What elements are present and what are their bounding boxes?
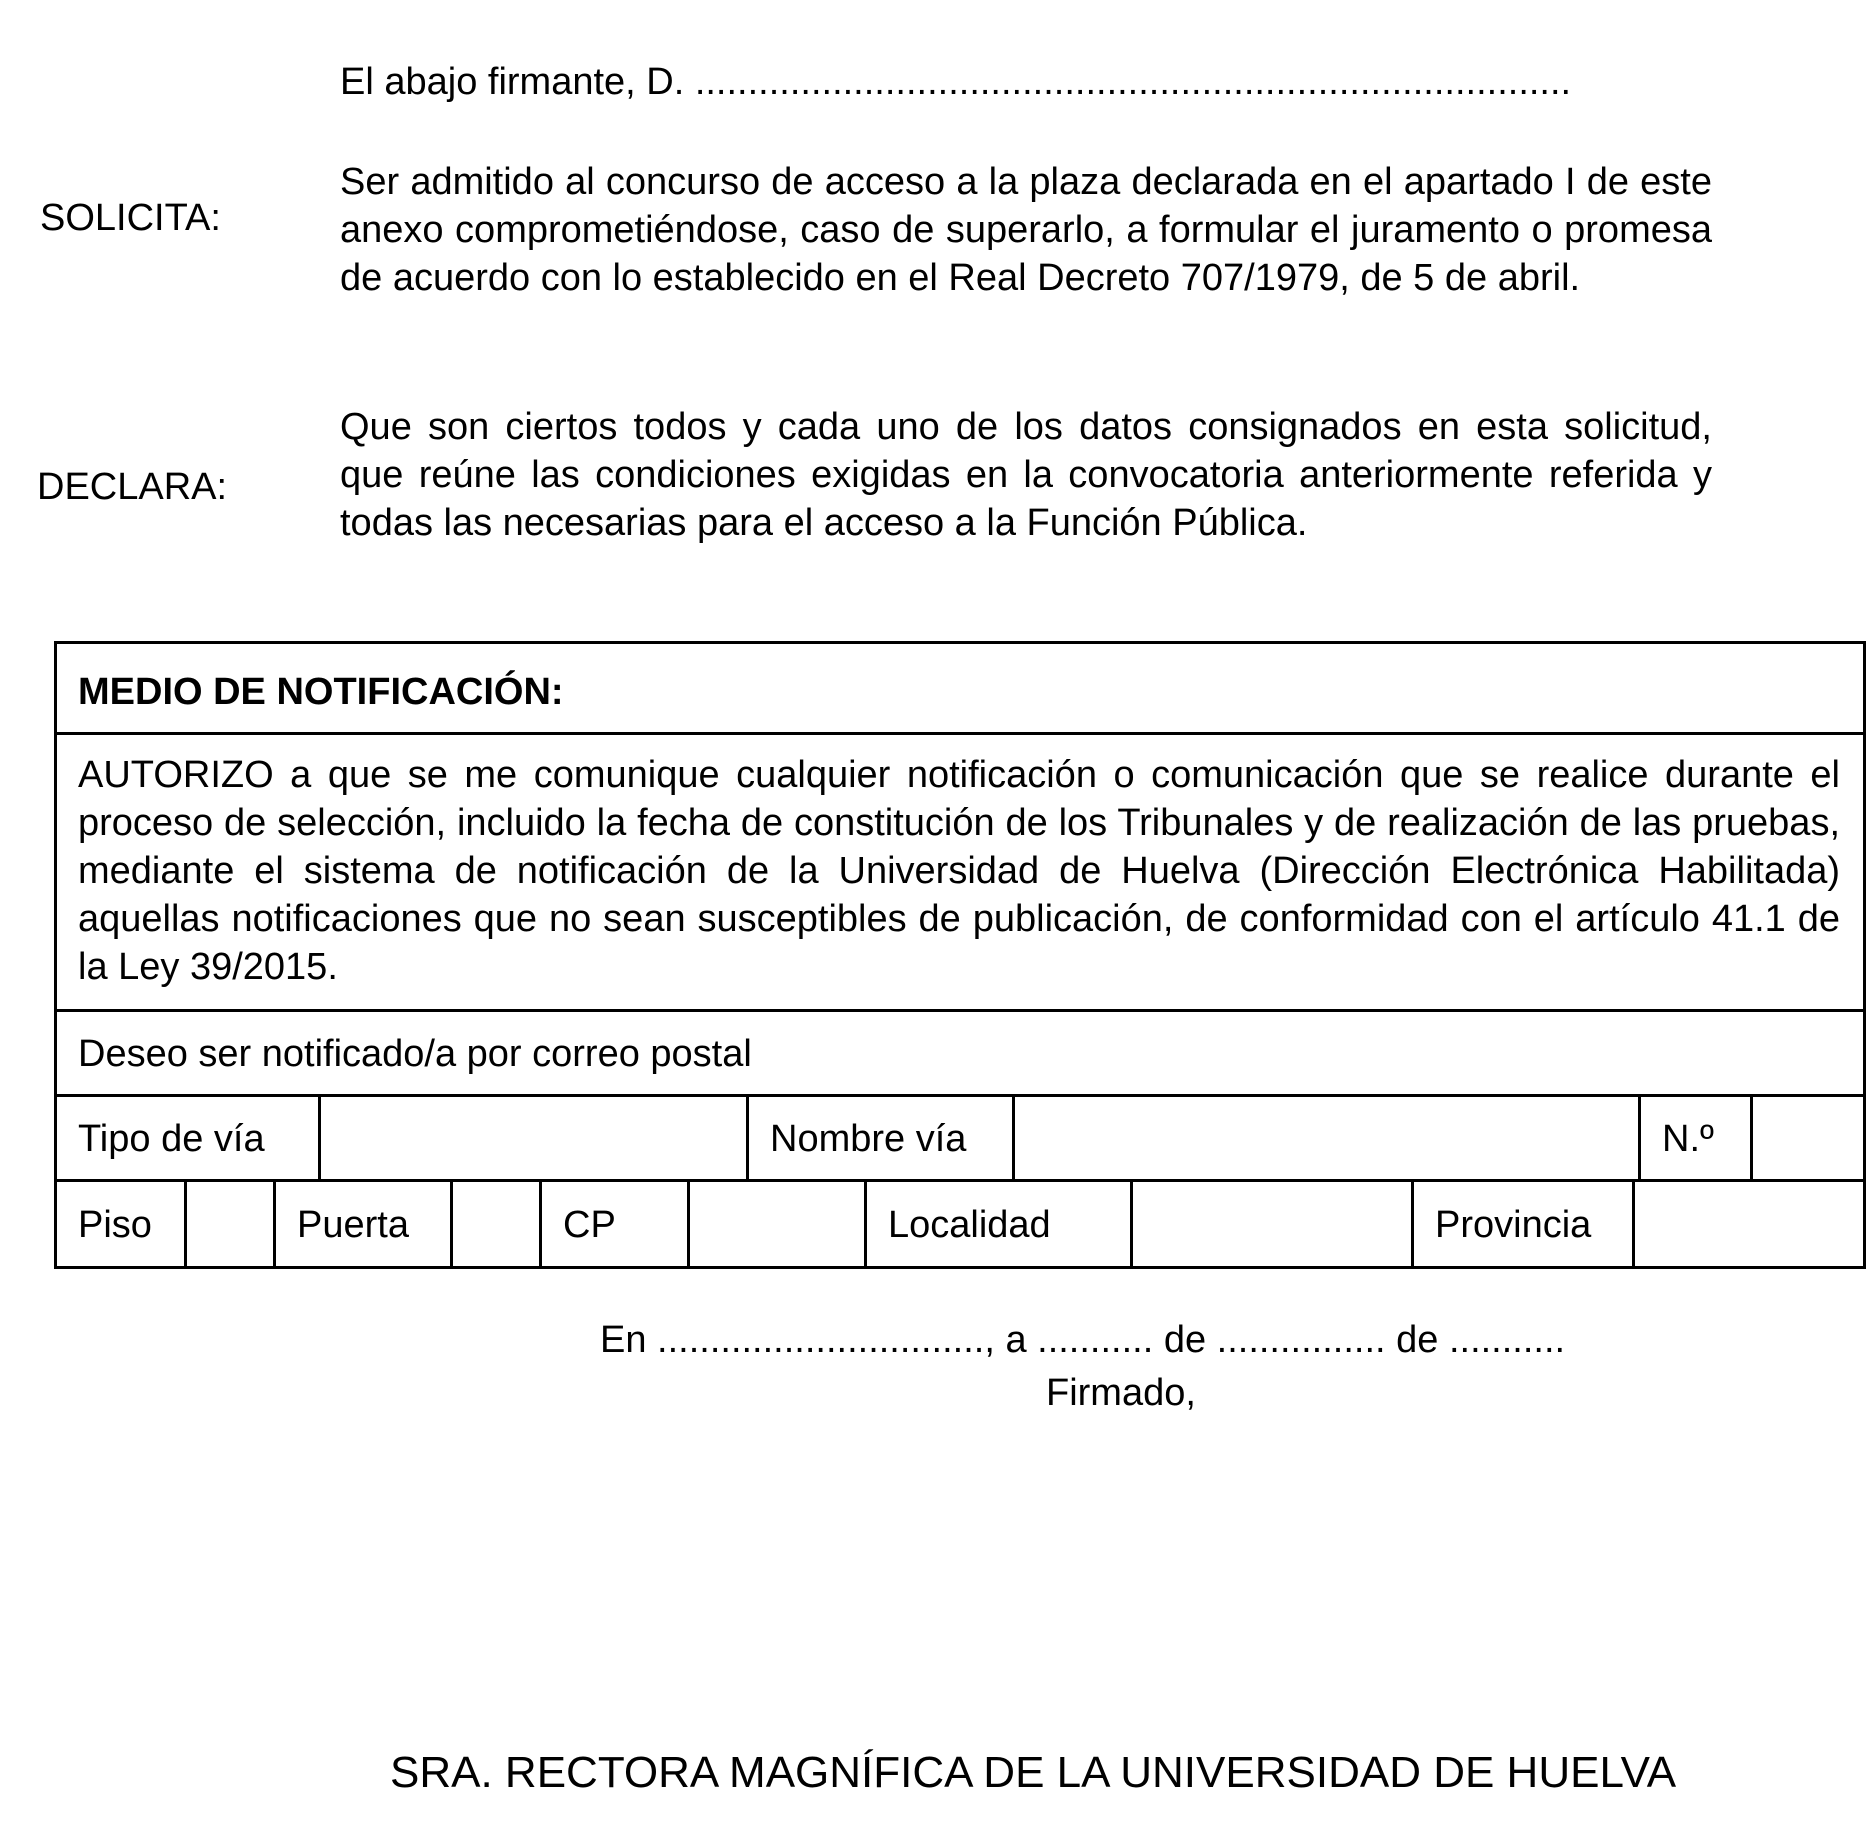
- solicita-label: SOLICITA:: [40, 197, 221, 239]
- notification-title: MEDIO DE NOTIFICACIÓN:: [78, 671, 564, 713]
- localidad-label: Localidad: [888, 1204, 1051, 1246]
- piso-label: Piso: [78, 1204, 152, 1246]
- divider: [687, 1179, 690, 1269]
- divider: [1012, 1094, 1015, 1182]
- addressee: SRA. RECTORA MAGNÍFICA DE LA UNIVERSIDAD DE HUELVA: [390, 1748, 1677, 1797]
- firmante-line: El abajo firmante, D. ...................................................................................: [340, 61, 1572, 103]
- divider: [1130, 1179, 1133, 1269]
- divider: [1750, 1094, 1753, 1182]
- numero-label: N.º: [1662, 1118, 1714, 1160]
- divider: [318, 1094, 321, 1182]
- signature-label: Firmado,: [1046, 1372, 1196, 1414]
- divider: [450, 1179, 453, 1269]
- provincia-field[interactable]: [1638, 1185, 1860, 1263]
- puerta-label: Puerta: [297, 1204, 409, 1246]
- numero-field[interactable]: [1756, 1100, 1860, 1176]
- puerta-field[interactable]: [456, 1185, 536, 1263]
- declara-label: DECLARA:: [37, 466, 228, 508]
- piso-field[interactable]: [190, 1185, 270, 1263]
- declara-text: Que son ciertos todos y cada uno de los datos consignados en esta solicitud, que reúne las condiciones exigidas en la convocatoria anteriormente referida y todas las necesarias para el acceso a la Función Pública.: [340, 406, 1712, 544]
- cp-label: CP: [563, 1204, 616, 1246]
- cp-field[interactable]: [693, 1185, 861, 1263]
- divider: [539, 1179, 542, 1269]
- date-line: En ..............................., a ........... de ................ de ...........: [600, 1319, 1566, 1361]
- authorization-text: AUTORIZO a que se me comunique cualquier notificación o comunicación que se realice durante el proceso de selección, incluido la fecha de constitución de los Tribunales y de realización de las pruebas, mediante el sistema de notificación de la Universidad de Huelva (Dirección Electrónica Habilitada) aquellas notificaciones que no sean susceptibles de publicación, de conformidad con el artículo 41.1 de la Ley 39/2015.: [78, 754, 1840, 988]
- divider: [864, 1179, 867, 1269]
- divider: [184, 1179, 187, 1269]
- divider: [1632, 1179, 1635, 1269]
- nombre-via-label: Nombre vía: [770, 1118, 967, 1160]
- divider: [1638, 1094, 1641, 1182]
- provincia-label: Provincia: [1435, 1204, 1592, 1246]
- solicita-text: Ser admitido al concurso de acceso a la plaza declarada en el apartado I de este anexo comprometiéndose, caso de superarlo, a formular el juramento o promesa de acuerdo con lo establecido en el Real Decreto 707/1979, de 5 de abril.: [340, 161, 1712, 299]
- nombre-via-field[interactable]: [1018, 1100, 1636, 1176]
- postal-option-label: Deseo ser notificado/a por correo postal: [78, 1033, 752, 1075]
- divider: [1411, 1179, 1414, 1269]
- tipo-via-field[interactable]: [324, 1100, 744, 1176]
- tipo-via-label: Tipo de vía: [78, 1118, 265, 1160]
- divider: [273, 1179, 276, 1269]
- divider: [746, 1094, 749, 1182]
- localidad-field[interactable]: [1136, 1185, 1408, 1263]
